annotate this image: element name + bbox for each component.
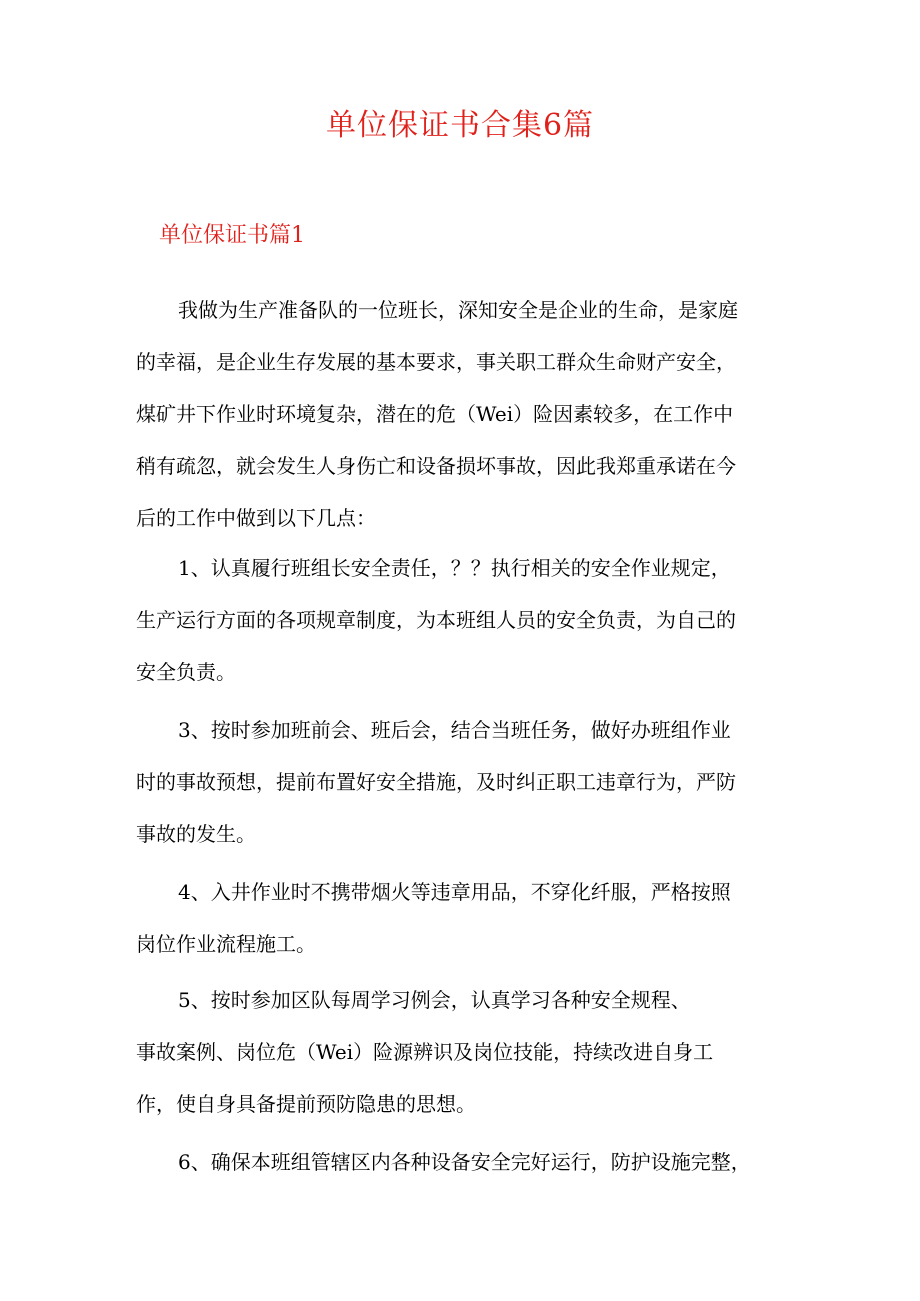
paragraph-line: 安全负责。 (136, 660, 236, 684)
paragraph-item-5 (136, 974, 796, 1130)
paragraph-line: 后的工作中做到以下几点： (136, 506, 376, 530)
paragraph-item-6 (136, 1136, 796, 1188)
paragraph-intro (136, 284, 796, 544)
paragraph-line: 事故案例、岗位危（Wei）险源辨识及岗位技能，持续改进自身工 (136, 1040, 714, 1064)
section-heading: 单位保证书篇1 (159, 223, 305, 248)
paragraph-line: 的幸福，是企业生存发展的基本要求，事关职工群众生命财产安全， (136, 350, 736, 374)
paragraph-line: 稍有疏忽，就会发生人身伤亡和设备损坏事故，因此我郑重承诺在今 (136, 454, 736, 478)
paragraph-line: 6、确保本班组管辖区内各种设备安全完好运行，防护设施完整， (178, 1150, 751, 1174)
paragraph-line: 生产运行方面的各项规章制度，为本班组人员的安全负责，为自己的 (136, 608, 736, 632)
paragraph-line: 岗位作业流程施工。 (136, 932, 316, 956)
paragraph-line: 煤矿井下作业时环境复杂，潜在的危（Wei）险因素较多，在工作中 (136, 402, 734, 426)
paragraph-line: 4、入井作业时不携带烟火等违章用品，不穿化纤服，严格按照 (178, 880, 731, 904)
paragraph-item-3 (136, 704, 796, 860)
document-title: 单位保证书合集6篇 (325, 108, 595, 143)
paragraph-item-4 (136, 866, 796, 970)
paragraph-line: 我做为生产准备队的一位班长，深知安全是企业的生命，是家庭 (178, 298, 738, 322)
paragraph-item-1 (136, 542, 796, 698)
paragraph-line: 1、认真履行班组长安全责任，？？执行相关的安全作业规定， (178, 556, 731, 580)
paragraph-line: 时的事故预想，提前布置好安全措施，及时纠正职工违章行为，严防 (136, 770, 736, 794)
paragraph-line: 3、按时参加班前会、班后会，结合当班任务，做好办班组作业 (178, 718, 731, 742)
paragraph-line: 作，使自身具备提前预防隐患的思想。 (136, 1092, 476, 1116)
paragraph-line: 5、按时参加区队每周学习例会，认真学习各种安全规程、 (178, 988, 691, 1012)
paragraph-line: 事故的发生。 (136, 822, 256, 846)
